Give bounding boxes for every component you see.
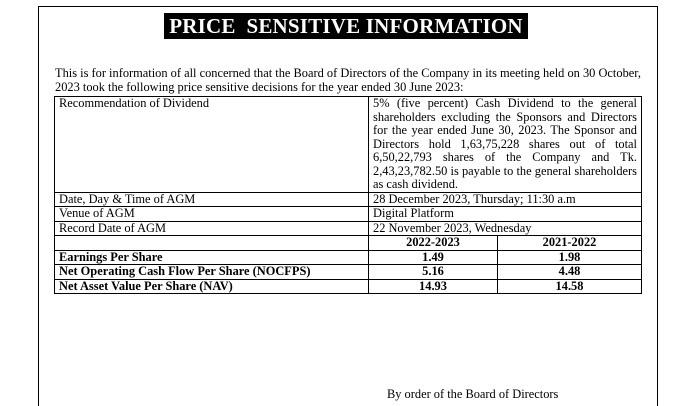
metric-label-eps: Earnings Per Share (55, 250, 369, 265)
dividend-value (369, 97, 642, 193)
table-row-record-date (55, 221, 642, 236)
table-row-years-header (55, 236, 642, 251)
table-row-metric (55, 265, 642, 280)
record-date-label: Record Date of AGM (55, 221, 369, 236)
year-header-previous: 2021-2022 (498, 236, 642, 251)
agm-date-value: 28 December 2023, Thursday; 11:30 a.m (369, 192, 642, 207)
agm-date-label: Date, Day & Time of AGM (55, 192, 369, 207)
venue-value: Digital Platform (369, 207, 642, 222)
table-row-metric (55, 250, 642, 265)
footer-signature-line: By order of the Board of Directors (387, 387, 559, 401)
metric-value-eps-current: 1.49 (369, 250, 498, 265)
decisions-table (54, 96, 642, 294)
metric-value-nocfps-previous: 4.48 (498, 265, 642, 280)
years-header-blank (55, 236, 369, 251)
metric-label-nav: Net Asset Value Per Share (NAV) (55, 279, 369, 294)
metric-value-eps-previous: 1.98 (498, 250, 642, 265)
record-date-value: 22 November 2023, Wednesday (369, 221, 642, 236)
metric-value-nocfps-current: 5.16 (369, 265, 498, 280)
dividend-text: 5% (five percent) Cash Dividend to the general shareholders excluding the Sponsors and Directors for the year ended June 30, 2023. The Sponsor and Directors hold 1,63,75,228 shares out of total 6,50,22,793 shares of the Company and Tk. 2,43,23,782.50 is payable to the general shareholders as cash dividend. (373, 96, 637, 191)
dividend-label: Recommendation of Dividend (55, 97, 369, 193)
table-row-venue (55, 207, 642, 222)
intro-paragraph: This is for information of all concerned that the Board of Directors of the Company in its meeting held on 30 October, 2023 took the following price sensitive decisions for the year ended 30 June 2023: (55, 66, 641, 94)
metric-value-nav-current: 14.93 (369, 279, 498, 294)
year-header-current: 2022-2023 (369, 236, 498, 251)
table-row-dividend (55, 97, 642, 193)
table-row-metric (55, 279, 642, 294)
page-title: PRICE SENSITIVE INFORMATION (164, 13, 528, 39)
metric-value-nav-previous: 14.58 (498, 279, 642, 294)
table-row-agm-date (55, 192, 642, 207)
venue-label: Venue of AGM (55, 207, 369, 222)
metric-label-nocfps: Net Operating Cash Flow Per Share (NOCFPS) (55, 265, 369, 280)
